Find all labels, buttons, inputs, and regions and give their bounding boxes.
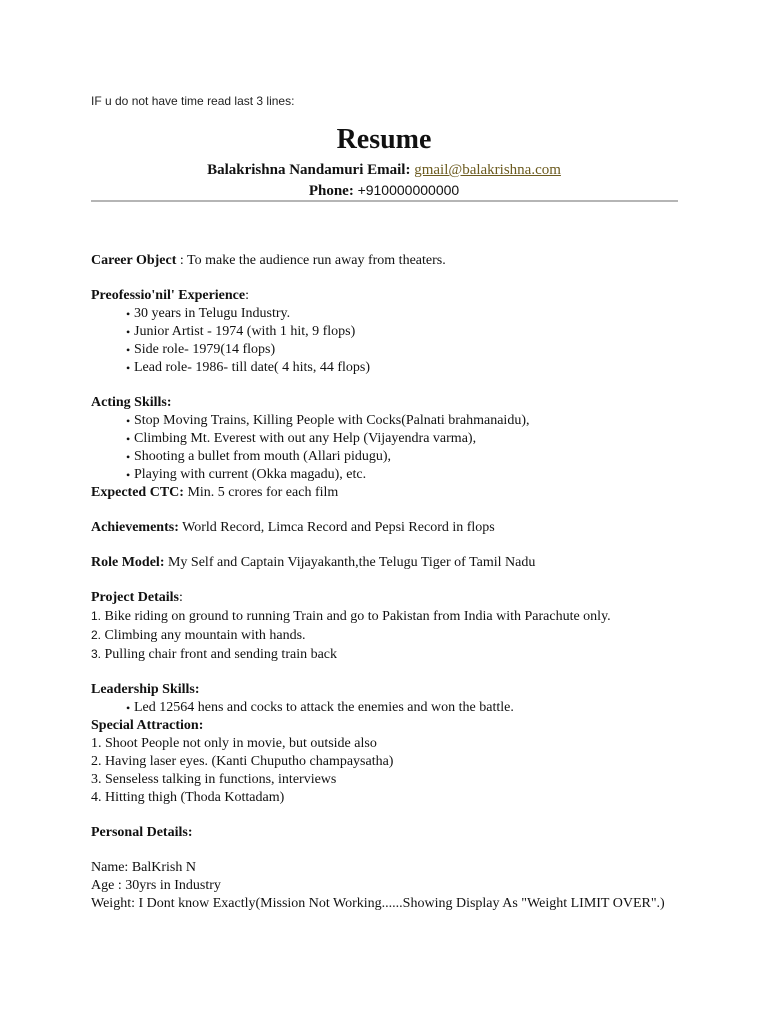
list-item-text: Climbing Mt. Everest with out any Help (Vijayendra varma), (134, 431, 477, 446)
list-item-text: Pulling chair front and sending train back (101, 647, 338, 662)
list-item (91, 466, 691, 484)
ctc-label: Expected CTC: (91, 485, 184, 500)
list-item (91, 607, 691, 626)
project-heading (91, 589, 691, 607)
list-item: 3. Senseless talking in functions, interviews (91, 772, 337, 787)
contact-line-1 (0, 160, 768, 180)
experience-suffix: : (245, 288, 249, 303)
list-item: 2. Having laser eyes. (Kanti Chuputho champaysatha) (91, 754, 394, 769)
leadership-label: Leadership Skills: (91, 682, 200, 697)
special-heading (91, 717, 691, 735)
list-item (91, 341, 691, 359)
list-item (91, 412, 691, 430)
acting-heading (91, 394, 691, 412)
personal-label: Personal Details: (91, 825, 193, 840)
role-model-label: Role Model: (91, 555, 165, 570)
list-item-text: Shooting a bullet from mouth (Allari pidugu), (134, 449, 392, 464)
leadership-heading (91, 681, 691, 699)
personal-weight: Weight: I Dont know Exactly(Mission Not Working......Showing Display As "Weight LIMIT OVER".) (91, 896, 665, 911)
personal-heading (91, 824, 691, 842)
phone-label: Phone: (308, 183, 354, 199)
list-item (91, 626, 691, 645)
page-title: Resume (336, 124, 432, 155)
list-item (91, 448, 691, 466)
list-item-text: Bike riding on ground to running Train and go to Pakistan from India with Parachute only. (101, 609, 611, 624)
special-label: Special Attraction: (91, 718, 204, 733)
achievements-label: Achievements: (91, 520, 179, 535)
list-item (91, 359, 691, 377)
acting-list (91, 412, 691, 484)
list-item-text: Playing with current (Okka magadu), etc. (134, 467, 367, 482)
career-text: : To make the audience run away from theaters. (176, 253, 446, 268)
list-item (91, 430, 691, 448)
project-label: Project Details (91, 590, 179, 605)
acting-label: Acting Skills: (91, 395, 172, 410)
list-item-text: 30 years in Telugu Industry. (134, 306, 291, 321)
career-label: Career Object (91, 253, 177, 268)
role-model-text: My Self and Captain Vijayakanth,the Telugu Tiger of Tamil Nadu (164, 555, 536, 570)
achievements-text: World Record, Limca Record and Pepsi Record in flops (178, 520, 495, 535)
email-label: Email: (367, 162, 411, 178)
list-item: 1. Shoot People not only in movie, but outside also (91, 736, 377, 751)
experience-label: Preofessio'nil' Experience (91, 288, 246, 303)
contact-name: Balakrishna Nandamuri (207, 162, 364, 178)
leadership-list (91, 699, 691, 717)
contact-line-2 (0, 180, 768, 201)
list-item-number: 2. (91, 628, 102, 642)
expected-ctc (91, 484, 691, 502)
resume-body (91, 252, 691, 913)
project-suffix: : (178, 590, 183, 605)
list-item: 4. Hitting thigh (Thoda Kottadam) (91, 790, 285, 805)
list-item-text: Stop Moving Trains, Killing People with Cocks(Palnati brahmanaidu), (134, 413, 530, 428)
list-item-text: Climbing any mountain with hands. (101, 628, 306, 643)
list-item (91, 305, 691, 323)
career-objective (91, 252, 691, 270)
role-model (91, 554, 691, 572)
list-item (91, 699, 691, 717)
header-divider (91, 200, 678, 202)
personal-age: Age : 30yrs in Industry (91, 878, 221, 893)
experience-list (91, 305, 691, 377)
list-item-number: 1. (91, 609, 102, 623)
list-item-text: Side role- 1979(14 flops) (134, 342, 276, 357)
email-link[interactable]: gmail@balakrishna.com (414, 162, 561, 178)
list-item-text: Led 12564 hens and cocks to attack the enemies and won the battle. (134, 700, 514, 715)
contact-block (0, 160, 768, 201)
list-item-text: Junior Artist - 1974 (with 1 hit, 9 flops) (134, 324, 356, 339)
achievements (91, 519, 691, 537)
personal-name: Name: BalKrish N (91, 860, 196, 875)
phone-value: +910000000000 (357, 182, 460, 198)
list-item (91, 645, 691, 664)
ctc-text: Min. 5 crores for each film (183, 485, 339, 500)
list-item-text: Lead role- 1986- till date( 4 hits, 44 flops) (134, 360, 370, 375)
experience-heading (91, 287, 691, 305)
list-item-number: 3. (91, 647, 102, 661)
intro-note: IF u do not have time read last 3 lines: (91, 94, 295, 108)
list-item (91, 323, 691, 341)
